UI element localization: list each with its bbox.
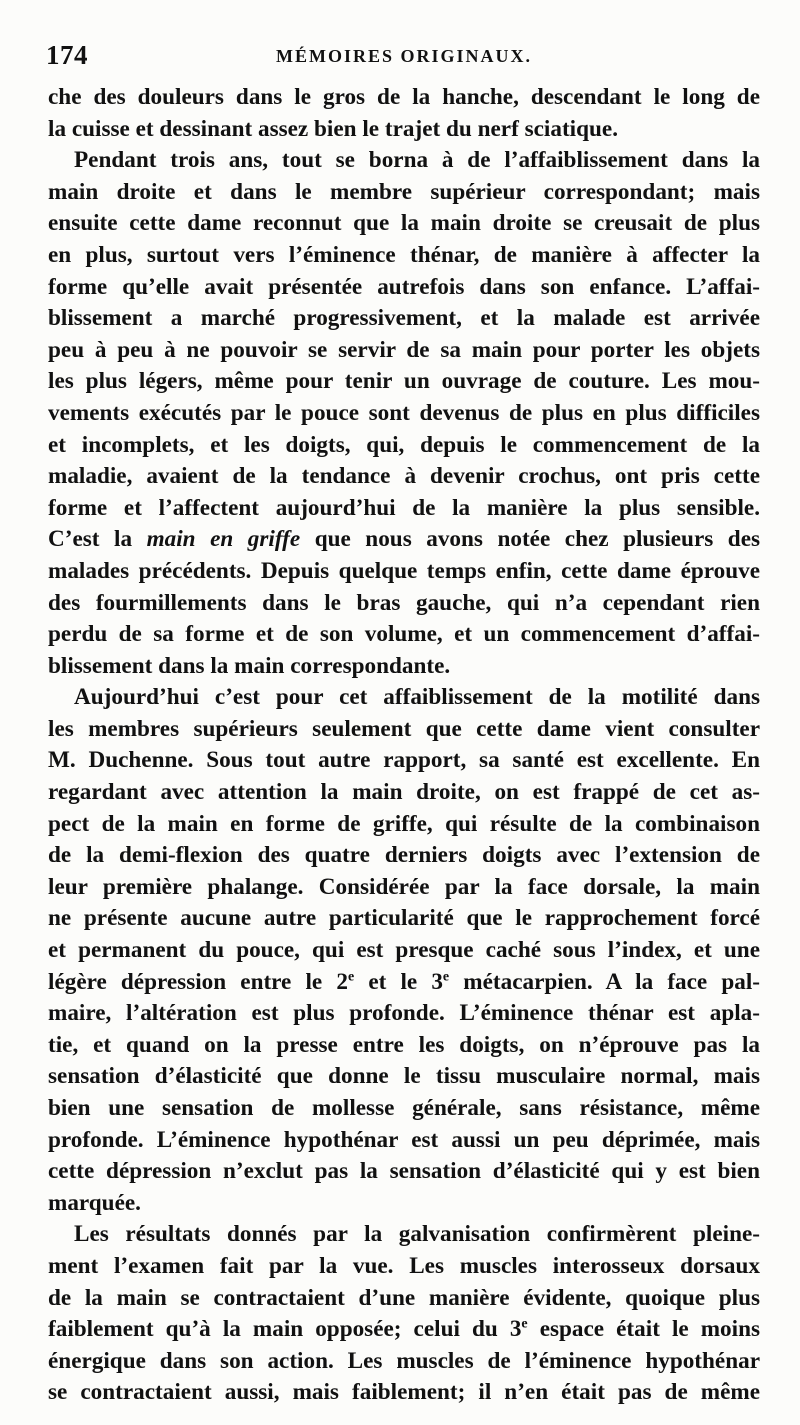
text-line: pect de la main en forme de griffe, qui résulte de la combinaison: [48, 810, 760, 837]
text-line: leur première phalange. Considérée par la face dorsale, la main: [48, 873, 760, 900]
text-line: sensation d’élasticité que donne le tissu musculaire normal, mais: [48, 1063, 760, 1090]
text-line: perdu de sa forme et de son volume, et un commencement d’affai-: [48, 621, 760, 648]
text-line: de la main se contractaient d’une manière évidente, quoique plus: [48, 1284, 760, 1311]
text-line: énergique dans son action. Les muscles de l’éminence hypothénar: [48, 1347, 760, 1374]
running-title: MÉMOIRES ORIGINAUX.: [276, 46, 533, 66]
superscript: e: [347, 968, 355, 984]
text-segment: et le 3: [368, 968, 443, 995]
text-line: en plus, surtout vers l’éminence thénar, de manière à affecter la: [48, 241, 760, 268]
text-line: et incomplets, et les doigts, qui, depuis le commencement de la: [48, 431, 760, 458]
text-line: maire, l’altération est plus profonde. L’éminence thénar est apla-: [48, 1000, 760, 1027]
text-line: et permanent du pouce, qui est presque caché sous l’index, et une: [48, 937, 760, 964]
text-line: Les résultats donnés par la galvanisation confirmèrent pleine-: [74, 1221, 760, 1248]
text-line: che des douleurs dans le gros de la hanche, descendant le long de: [48, 84, 760, 110]
text-segment: métacarpien. A la face pal-: [463, 968, 761, 995]
text-line: marquée.: [48, 1189, 141, 1216]
superscript: e: [521, 1316, 528, 1332]
italic-term: main en griffe: [146, 526, 301, 553]
text-segment: légère dépression entre le 2: [48, 968, 348, 995]
text-line: des fourmillements dans le bras gauche, qui n’a cependant rien: [48, 589, 760, 616]
text-line: blissement a marché progressivement, et la malade est arrivée: [48, 305, 760, 332]
text-line: forme qu’elle avait présentée autrefois dans son enfance. L’affai-: [48, 273, 760, 300]
text-line: la cuisse et dessinant assez bien le trajet du nerf sciatique.: [48, 115, 618, 142]
text-line: blissement dans la main correspondante.: [48, 652, 451, 679]
text-line: les membres supérieurs seulement que cette dame vient consulter: [48, 715, 760, 742]
text-line: peu à peu à ne pouvoir se servir de sa main pour porter les objets: [48, 336, 760, 363]
text-line: les plus légers, même pour tenir un ouvrage de couture. Les mou-: [48, 368, 760, 395]
text-line: tie, et quand on la presse entre les doigts, on n’éprouve pas la: [48, 1031, 760, 1058]
superscript: e: [442, 968, 450, 984]
text-line: [48, 967, 760, 999]
text-line: Aujourd’hui c’est pour cet affaiblissement de la motilité dans: [74, 684, 760, 711]
text-segment: faiblement qu’à la main opposée; celui du 3: [48, 1316, 522, 1343]
body-text: [48, 82, 760, 1409]
text-line: bien une sensation de mollesse générale, sans résistance, même: [48, 1095, 760, 1121]
text-line: [48, 1314, 760, 1346]
text-line: regardant avec attention la main droite, on est frappé de cet as-: [48, 779, 760, 806]
text-line: [48, 524, 760, 556]
text-line: cette dépression n’exclut pas la sensation d’élasticité qui y est bien: [48, 1158, 760, 1185]
text-line: ne présente aucune autre particularité que le rapprochement forcé: [48, 905, 760, 932]
text-line: maladie, avaient de la tendance à devenir crochus, ont pris cette: [48, 463, 760, 490]
text-line: se contractaient aussi, mais faiblement; il n’en était pas de même: [48, 1379, 760, 1406]
text-line: M. Duchenne. Sous tout autre rapport, sa santé est excellente. En: [48, 747, 760, 774]
text-line: de la demi-flexion des quatre derniers doigts avec l’extension de: [48, 842, 760, 869]
text-line: main droite et dans le membre supérieur correspondant; mais: [48, 178, 760, 205]
text-line: malades précédents. Depuis quelque temps enfin, cette dame éprouve: [48, 557, 760, 584]
text-line: vements exécutés par le pouce sont devenus de plus en plus difficiles: [48, 399, 760, 426]
text-segment: C’est la: [48, 526, 133, 553]
text-segment: espace était le moins: [539, 1316, 761, 1343]
page-header: [46, 40, 746, 80]
text-line: ment l’examen fait par la vue. Les muscles interosseux dorsaux: [48, 1252, 760, 1279]
text-segment: que nous avons notée chez plusieurs des: [314, 526, 761, 553]
text-line: profonde. L’éminence hypothénar est aussi un peu déprimée, mais: [48, 1126, 760, 1153]
page-number: 174: [46, 40, 88, 70]
text-line: forme et l’affectent aujourd’hui de la manière la plus sensible.: [48, 494, 760, 521]
text-line: ensuite cette dame reconnut que la main droite se creusait de plus: [48, 210, 760, 237]
text-line: Pendant trois ans, tout se borna à de l’affaiblissement dans la: [74, 147, 760, 174]
